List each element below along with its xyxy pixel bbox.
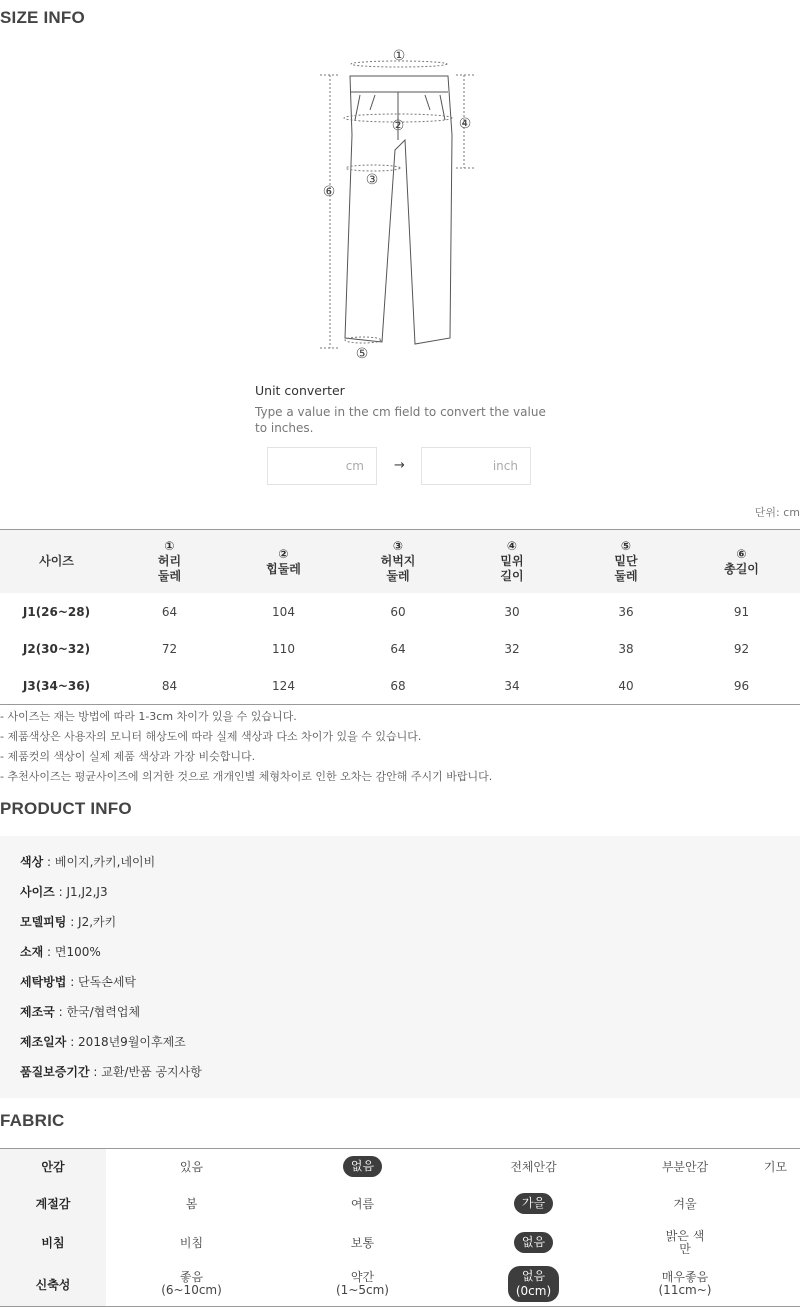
fabric-option-cell	[106, 1185, 277, 1223]
table-cell: 30	[504, 604, 520, 619]
fabric-option-cell	[619, 1149, 751, 1185]
size-info-heading: SIZE INFO	[0, 8, 85, 27]
info-country: 제조국 : 한국/협력업체	[20, 1005, 141, 1019]
table-cell: 38	[618, 641, 634, 656]
fabric-row-label: 안감	[0, 1149, 106, 1185]
fabric-option-selected: 없음	[514, 1232, 553, 1253]
fabric-option-cell	[751, 1223, 800, 1263]
table-cell: 91	[733, 604, 750, 619]
fabric-option: 겨울	[673, 1196, 697, 1211]
info-material: 소재 : 면100%	[20, 945, 101, 959]
info-warranty: 품질보증기간 : 교환/반품 공지사항	[20, 1065, 202, 1079]
fabric-option-cell	[619, 1223, 751, 1263]
note-line: - 사이즈는 재는 방법에 따라 1-3cm 차이가 있을 수 있습니다.	[0, 710, 297, 723]
fabric-option: 기모	[763, 1159, 788, 1174]
note-line: - 제품색상은 사용자의 모니터 해상도에 따라 실제 색상과 다소 차이가 있을 수 있습니다.	[0, 730, 422, 743]
fabric-option-selected: 없음	[343, 1156, 382, 1177]
product-info-heading: PRODUCT INFO	[0, 799, 132, 818]
fabric-row	[0, 1223, 800, 1263]
fabric-option: 여름	[350, 1196, 375, 1211]
table-cell: 124	[272, 678, 295, 693]
fabric-row-label: 비침	[0, 1223, 106, 1263]
table-cell: 32	[504, 641, 520, 656]
marker-5: ⑤	[355, 346, 369, 362]
fabric-option-cell	[448, 1223, 619, 1263]
fabric-option: 밝은 색 만	[665, 1228, 705, 1256]
note-line: - 제품컷의 색상이 실제 제품 색상과 가장 비슷합니다.	[0, 750, 256, 763]
arrow-icon: →	[394, 458, 405, 473]
fabric-option-cell	[277, 1185, 448, 1223]
fabric-option-cell	[277, 1263, 448, 1307]
table-row	[0, 667, 800, 705]
fabric-option: 약간 (1~5cm)	[336, 1270, 389, 1298]
fabric-row	[0, 1149, 800, 1185]
fabric-option-cell	[751, 1149, 800, 1185]
size-label: J3(34~36)	[22, 678, 91, 693]
marker-2: ②	[391, 118, 405, 134]
table-cell: 40	[618, 678, 634, 693]
fabric-option-cell	[448, 1149, 619, 1185]
size-label: J2(30~32)	[22, 641, 91, 656]
marker-1: ①	[392, 48, 406, 64]
fabric-option-cell	[106, 1149, 277, 1185]
info-size: 사이즈 : J1,J2,J3	[20, 885, 108, 899]
fabric-option: 있음	[179, 1159, 204, 1174]
fabric-option-cell	[619, 1263, 751, 1307]
table-cell: 68	[390, 678, 406, 693]
marker-6: ⑥	[322, 184, 336, 200]
fabric-option: 비침	[179, 1235, 204, 1250]
header-waist: ① 허리 둘레	[113, 530, 226, 594]
unit-converter-title: Unit converter	[255, 383, 345, 398]
table-cell: 60	[390, 604, 406, 619]
size-table	[0, 529, 800, 705]
table-cell: 34	[504, 678, 520, 693]
fabric-option: 봄	[185, 1196, 198, 1211]
info-model-fitting: 모델피팅 : J2,카키	[20, 915, 117, 929]
cm-input[interactable]: cm	[267, 447, 377, 485]
fabric-table	[0, 1148, 800, 1307]
inch-input[interactable]: inch	[421, 447, 531, 485]
fabric-row-label: 신축성	[0, 1263, 106, 1307]
fabric-option-cell	[751, 1263, 800, 1307]
header-size: 사이즈	[0, 530, 113, 594]
product-info-box	[0, 836, 800, 1098]
header-length: ⑥ 총길이	[683, 530, 800, 594]
pants-diagram	[300, 40, 500, 370]
marker-3: ③	[365, 172, 379, 188]
table-cell: 84	[161, 678, 178, 693]
fabric-heading: FABRIC	[0, 1111, 65, 1130]
fabric-option: 보통	[350, 1235, 375, 1250]
fabric-row-label: 계절감	[0, 1185, 106, 1223]
table-row	[0, 630, 800, 667]
header-thigh: ③ 허벅지 둘레	[341, 530, 455, 594]
unit-label: 단위: cm	[754, 506, 800, 519]
fabric-option-cell	[277, 1149, 448, 1185]
fabric-row	[0, 1185, 800, 1223]
note-line: - 추천사이즈는 평균사이즈에 의거한 것으로 개개인별 체형차이로 인한 오차는 감안해 주시기 바랍니다.	[0, 770, 493, 783]
marker-4: ④	[458, 116, 472, 132]
table-cell: 36	[618, 604, 634, 619]
fabric-option: 매우좋음 (11cm~)	[658, 1270, 712, 1298]
size-table-header	[0, 530, 800, 594]
fabric-option-cell	[448, 1263, 619, 1307]
info-washing: 세탁방법 : 단독손세탁	[20, 975, 137, 989]
table-row	[0, 593, 800, 630]
table-cell: 96	[733, 678, 750, 693]
fabric-option: 좋음 (6~10cm)	[161, 1270, 222, 1298]
fabric-option-cell	[277, 1223, 448, 1263]
table-cell: 64	[161, 604, 178, 619]
fabric-option-cell	[448, 1185, 619, 1223]
table-cell: 110	[272, 641, 295, 656]
fabric-option-cell	[106, 1263, 277, 1307]
unit-converter-description: Type a value in the cm field to convert the value to inches.	[255, 405, 546, 435]
header-hem: ⑤ 밑단 둘레	[569, 530, 683, 594]
info-manufacture-date: 제조일자 : 2018년9월이후제조	[20, 1035, 186, 1049]
info-color: 색상 : 베이지,카키,네이비	[20, 855, 156, 869]
fabric-option-cell	[106, 1223, 277, 1263]
fabric-row	[0, 1263, 800, 1307]
fabric-option: 부분안감	[661, 1159, 709, 1174]
table-cell: 104	[272, 604, 295, 619]
table-cell: 92	[733, 641, 750, 656]
size-notes	[0, 707, 492, 787]
header-hip: ② 힙둘레	[226, 530, 341, 594]
fabric-option-selected: 없음 (0cm)	[508, 1266, 559, 1302]
fabric-option-selected: 가을	[514, 1193, 553, 1214]
fabric-option: 전체안감	[510, 1159, 557, 1174]
fabric-option-cell	[619, 1185, 751, 1223]
table-cell: 64	[390, 641, 406, 656]
fabric-option-cell	[751, 1185, 800, 1223]
header-rise: ④ 밑위 길이	[455, 530, 569, 594]
size-label: J1(26~28)	[22, 604, 91, 619]
table-cell: 72	[161, 641, 178, 656]
